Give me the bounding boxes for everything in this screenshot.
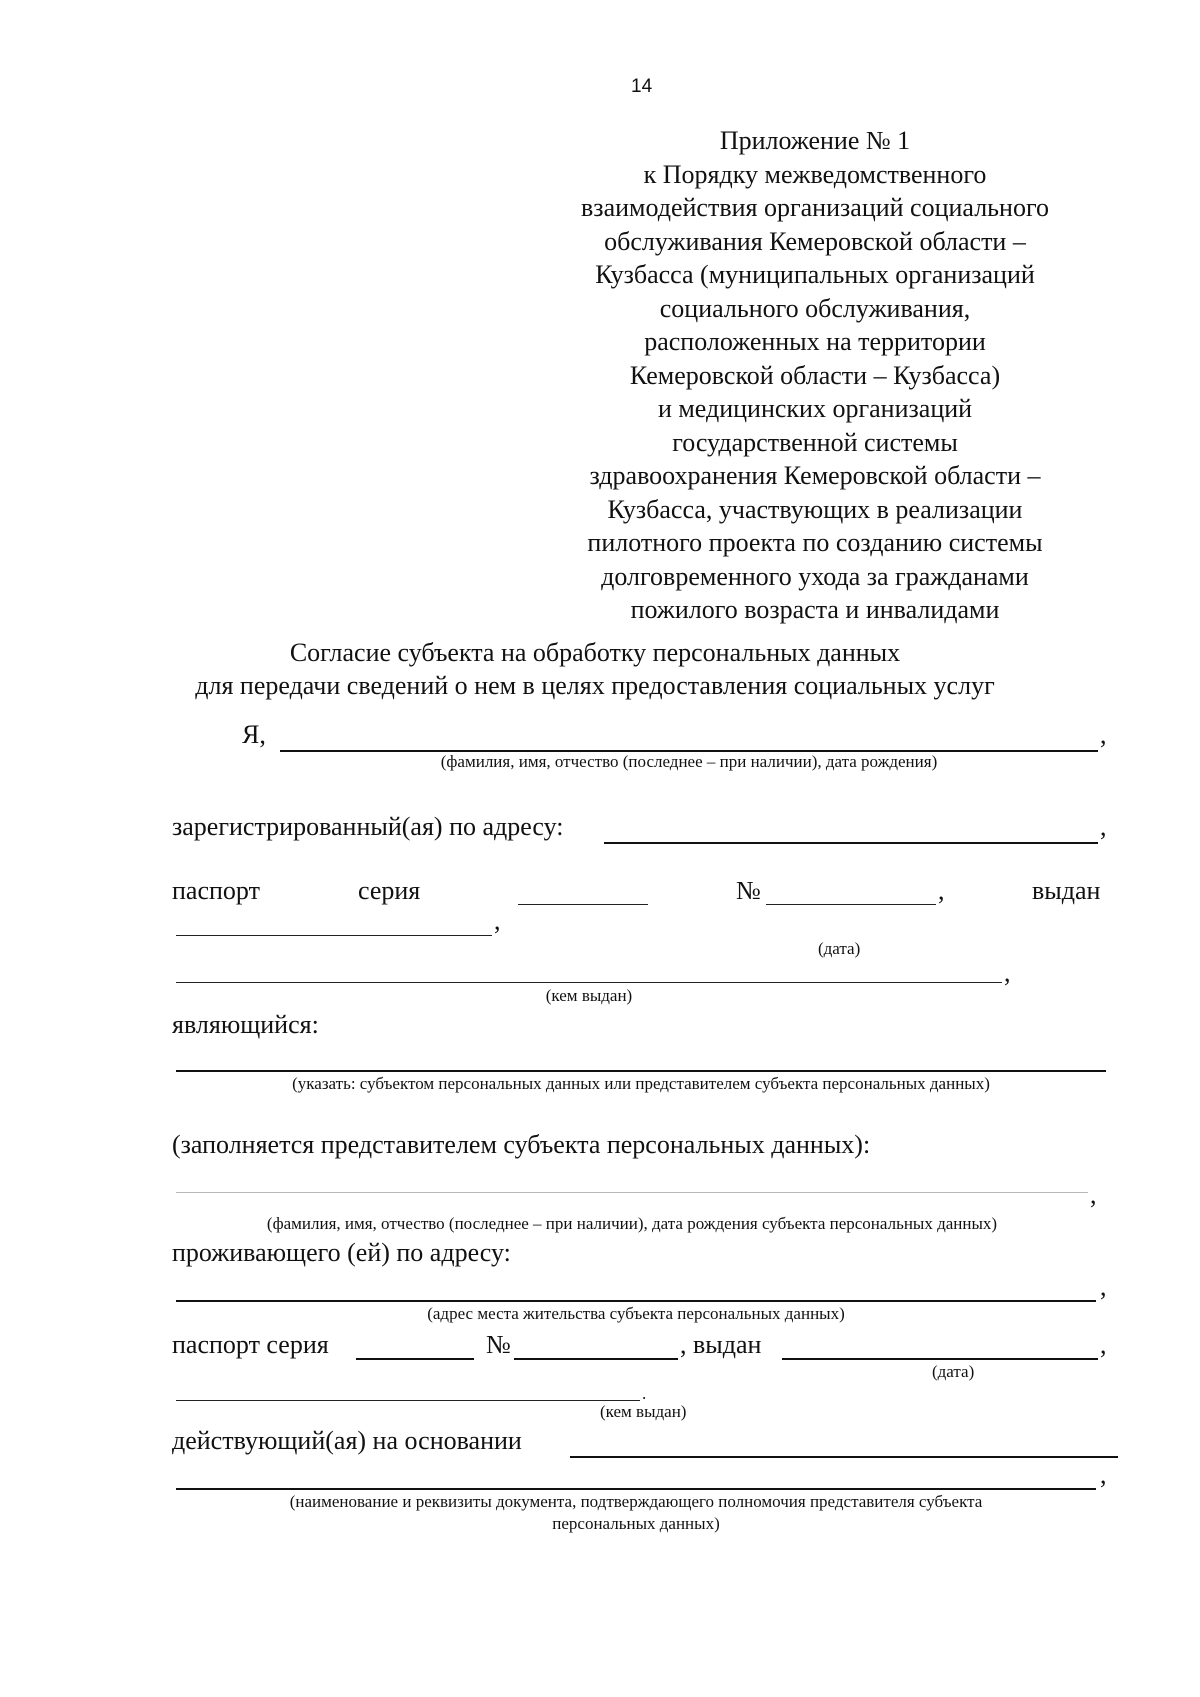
representative-fio-field[interactable]: [176, 1192, 1088, 1193]
appendix-line: пожилого возраста и инвалидами: [630, 595, 1000, 624]
series-label: серия: [358, 876, 421, 905]
address-caption: (адрес места жительства субъекта персональных данных): [427, 1304, 845, 1323]
being-label: являющийся:: [172, 1010, 319, 1039]
appendix-line: долговременного ухода за гражданами: [601, 561, 1029, 591]
passport-label: паспорт: [172, 876, 260, 905]
comma: ,: [1004, 958, 1011, 987]
date-caption: (дата): [932, 1362, 975, 1381]
appendix-block: [560, 124, 1070, 627]
representative-fio-caption: (фамилия, имя, отчество (последнее – при наличии), дата рождения субъекта персональных данных): [266, 1214, 998, 1233]
appendix-line: Кузбасса (муниципальных организаций: [595, 260, 1035, 289]
period: .: [642, 1384, 647, 1403]
appendix-line: государственной системы: [672, 427, 958, 457]
comma: ,: [1100, 1460, 1107, 1489]
consent-title: [150, 636, 1040, 702]
appendix-line: Кузбасса, участвующих в реализации: [607, 494, 1023, 524]
passport-series-label: паспорт серия: [172, 1330, 329, 1359]
appendix-line: пилотного проекта по созданию системы: [587, 528, 1043, 557]
appendix-line: и медицинских организаций: [657, 394, 973, 423]
title-line-1: Согласие субъекта на обработку персональных данных: [289, 638, 901, 667]
passport-series-field[interactable]: [518, 904, 648, 905]
issued-by-caption: (кем выдан): [545, 986, 633, 1005]
rep-passport-number-field[interactable]: [514, 1358, 678, 1360]
appendix-line: здравоохранения Кемеровской области –: [589, 461, 1041, 490]
issued-label: выдан: [1032, 876, 1101, 905]
rep-passport-series-field[interactable]: [356, 1358, 474, 1360]
being-caption: (указать: субъектом персональных данных или представителем субъекта персональных данных): [292, 1074, 990, 1093]
comma: ,: [1100, 720, 1107, 749]
appendix-line: Приложение № 1: [719, 126, 911, 155]
title-line-2: для передачи сведений о нем в целях предоставления социальных услуг: [195, 671, 995, 700]
comma: ,: [1100, 1272, 1107, 1301]
issued-by-field[interactable]: [176, 982, 1002, 983]
appendix-line: расположенных на территории: [644, 327, 986, 356]
registered-label: зарегистрированный(ая) по адресу:: [172, 812, 564, 841]
representative-heading: (заполняется представителем субъекта персональных данных):: [172, 1130, 871, 1159]
issued-inline-label: , выдан: [680, 1330, 762, 1359]
page-number: 14: [631, 76, 653, 97]
rep-issue-date-field[interactable]: [782, 1358, 1098, 1360]
issue-date-field[interactable]: [176, 935, 492, 936]
comma: ,: [1090, 1180, 1097, 1209]
basis-field[interactable]: [570, 1456, 1118, 1458]
acting-label: действующий(ая) на основании: [172, 1426, 522, 1455]
registered-address-field[interactable]: [604, 842, 1098, 844]
living-label: проживающего (ей) по адресу:: [172, 1238, 511, 1267]
appendix-line: обслуживания Кемеровской области –: [604, 226, 1026, 256]
ya-label: Я,: [242, 720, 266, 749]
basis-document-field[interactable]: [176, 1488, 1096, 1490]
issued-by-caption: (кем выдан): [600, 1402, 687, 1421]
document-caption-line-2: персональных данных): [552, 1514, 720, 1533]
fio-caption: (фамилия, имя, отчество (последнее – при наличии), дата рождения): [440, 752, 938, 771]
living-address-field[interactable]: [176, 1300, 1096, 1302]
comma: ,: [938, 876, 945, 905]
date-caption: (дата): [818, 939, 861, 958]
passport-number-field[interactable]: [766, 904, 936, 905]
appendix-line: Кемеровской области – Кузбасса): [629, 360, 1001, 390]
appendix-line: социального обслуживания,: [659, 293, 971, 323]
appendix-line: к Порядку межведомственного: [643, 159, 987, 189]
being-field[interactable]: [176, 1070, 1106, 1072]
comma: ,: [1100, 812, 1107, 841]
number-label: №: [486, 1330, 511, 1359]
comma: ,: [1100, 1330, 1107, 1359]
rep-issued-by-field[interactable]: [176, 1400, 640, 1401]
appendix-line: взаимодействия организаций социального: [581, 193, 1049, 222]
number-label: №: [736, 876, 761, 905]
document-caption-line-1: (наименование и реквизиты документа, подтверждающего полномочия представителя субъекта: [289, 1492, 983, 1511]
comma: ,: [494, 906, 501, 935]
